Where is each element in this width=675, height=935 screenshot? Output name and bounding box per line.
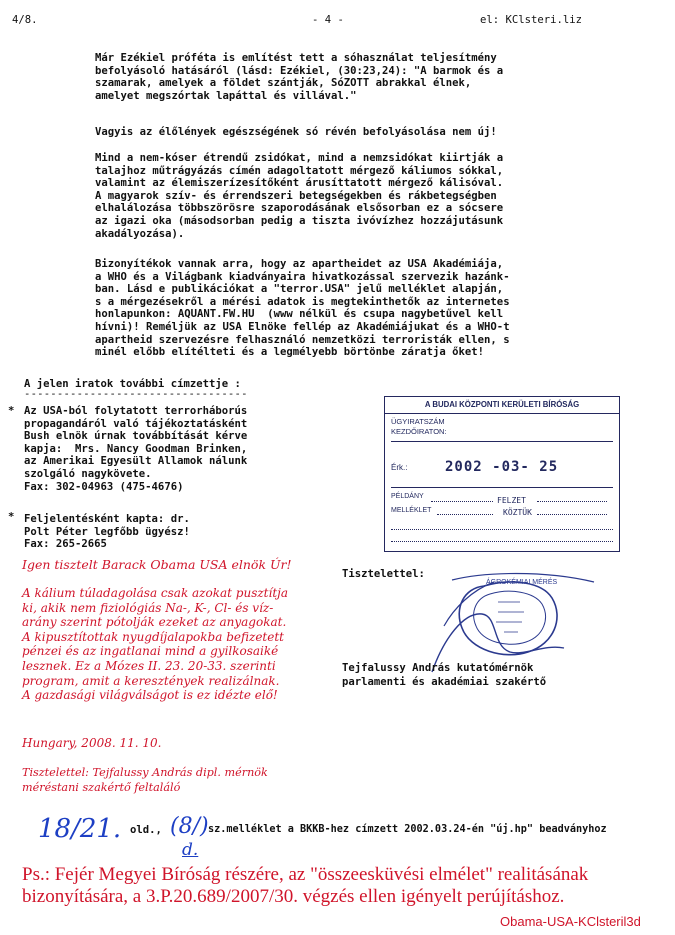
signature-title: parlamenti és akadémiai szakértő xyxy=(342,676,547,688)
stamp-received-label: Érk.: xyxy=(391,463,408,472)
stamp-attachment-label: MELLÉKLET xyxy=(391,507,432,514)
red-note-date: Hungary, 2008. 11. 10. xyxy=(22,736,162,750)
red-note-body: A kálium túladagolása csak azokat pusztítja ki, akik nem fiziológiás Na-, K-, Cl- és víz- arány szerint pótolják ezeket az anyagokat. A kipusztítottak nyugdíjalapokba befizetett pénzei és az ingatlanai mind a gyilkosaiké lesznek. Ez a Mózes II. 23. 20-33. szerinti program, amit a keresztények realizálnak. A gazdasági világválságot is ez idézte elő! xyxy=(22,586,289,703)
recipients-underline: ---------------------------------- xyxy=(24,388,248,400)
footer-attachment-line: sz.melléklet a BKKB-hez címzett 2002.03.24-én "új.hp" beadványhoz xyxy=(208,824,607,835)
ps-note: Ps.: Fejér Megyei Bíróság részére, az "összeesküvési elmélet" realitásának bizonyítására, a 3.P.20.689/2007/30. végzés ellen igényelt perújításhoz. xyxy=(22,864,589,907)
bullet-2: * xyxy=(8,511,15,523)
page-fraction: 4/8. xyxy=(12,14,38,26)
paragraph-potassium: Mind a nem-kóser étrendű zsidókat, mind a nemzsidókat kiirtják a talajhoz műtrágyázás címén adagoltatott mérgező káliumos sókkal, valamint az élemiszerízesítőként árusíttatott mérgező kálisóval. A magyarok szív- és érrendszeri betegségekben és rákbetegségben elhalálozása többszörösre szaporodásának elsősorban ez a sócsere az igazi oka (másodsorban pedig a tiszta ivóvízhez hozzájutásunk akadályozása). xyxy=(95,152,504,240)
handwritten-attachment-number: (8/) xyxy=(170,814,209,839)
red-salutation: Igen tisztelt Barack Obama USA elnök Úr! xyxy=(22,557,292,572)
bullet-1: * xyxy=(8,405,15,417)
stamp-date: 2002 -03- 25 xyxy=(445,459,559,475)
caption-filename: Obama-USA-KClsteril3d xyxy=(500,914,641,929)
stamp-title: A BUDAI KÖZPONTI KERÜLETI BÍRÓSÁG xyxy=(385,397,619,414)
stamp-among-label: KÖZTÜK xyxy=(503,508,532,517)
paragraph-conclusion: Vagyis az élőlények egészségének só révén befolyásolása nem új! xyxy=(95,126,497,138)
stamp-copy-label: PÉLDÁNY xyxy=(391,493,424,500)
court-stamp xyxy=(384,396,620,552)
recipients-heading: A jelen iratok további címzettje : xyxy=(24,378,241,390)
recipient-ambassador: Az USA-ból folytatott terrorháborús propagandáról való tájékoztatásként Bush elnök úrnak továbbítását kérve kapja: Mrs. Nancy Goodman Brinken, az Amerikai Egyesült Allamok nálunk szolgáló nagykövete. Fax: 302-04963 (475-4676) xyxy=(24,405,248,493)
file-reference: el: KClsteri.liz xyxy=(480,14,583,26)
red-note-signature: Tisztelettel: Tejfalussy András dipl. mérnök méréstani szakértő feltaláló xyxy=(22,766,268,794)
signature-greeting: Tisztelettel: xyxy=(342,568,425,580)
page-number: - 4 - xyxy=(312,14,344,26)
recipient-prosecutor: Feljelentésként kapta: dr. Polt Péter legfőbb ügyész! Fax: 265-2665 xyxy=(24,513,190,551)
signature-name: Tejfalussy András kutatómérnök xyxy=(342,662,534,674)
paragraph-evidence: Bizonyítékok vannak arra, hogy az apartheidet az USA Akadémiája, a WHO és a Világbank kiadványaira hivatkozással szervezik hazánk- ban. Lásd e publikációkat a "terror.USA" jelű melléklet alapján, s a mérgezésekről a mérési adatok is megtekinthetők az internetes honlapunkon: AQUANT.FW.HU (www nélkül és csupa nagybetűvel kell hívni)! Reméljük az USA Elnöke fellép az Akadémiájukat és a WHO-t apartheid szervezésre felhasználó nemzetközi terroristák ellen, s minél előbb elítélteti és a legmélyebb börtönbe záratja őket! xyxy=(95,258,510,359)
footer-page-label: old., xyxy=(130,824,162,836)
stamp-initial-doc-label: KEZDŐIRATON: xyxy=(391,427,447,436)
handwritten-d: d. xyxy=(182,840,199,860)
stamp-cover-label: FELZET xyxy=(497,496,526,505)
svg-text:ÁGROKÉMIAI MÉRÉS: ÁGROKÉMIAI MÉRÉS xyxy=(486,579,558,586)
handwritten-page-count: 18/21. xyxy=(38,814,122,844)
stamp-case-number-label: ÜGYIRATSZÁM xyxy=(391,417,445,426)
paragraph-ezekiel: Már Ezékiel próféta is említést tett a sóhasználat teljesítmény befolyásoló hatásáról (lásd: Ezékiel, (30:23,24): "A barmok és a szamarak, amelyek a földet szántják, SóZOTT abrakkal élnek, amelyet megszórtak lapáttal és villával." xyxy=(95,52,504,102)
